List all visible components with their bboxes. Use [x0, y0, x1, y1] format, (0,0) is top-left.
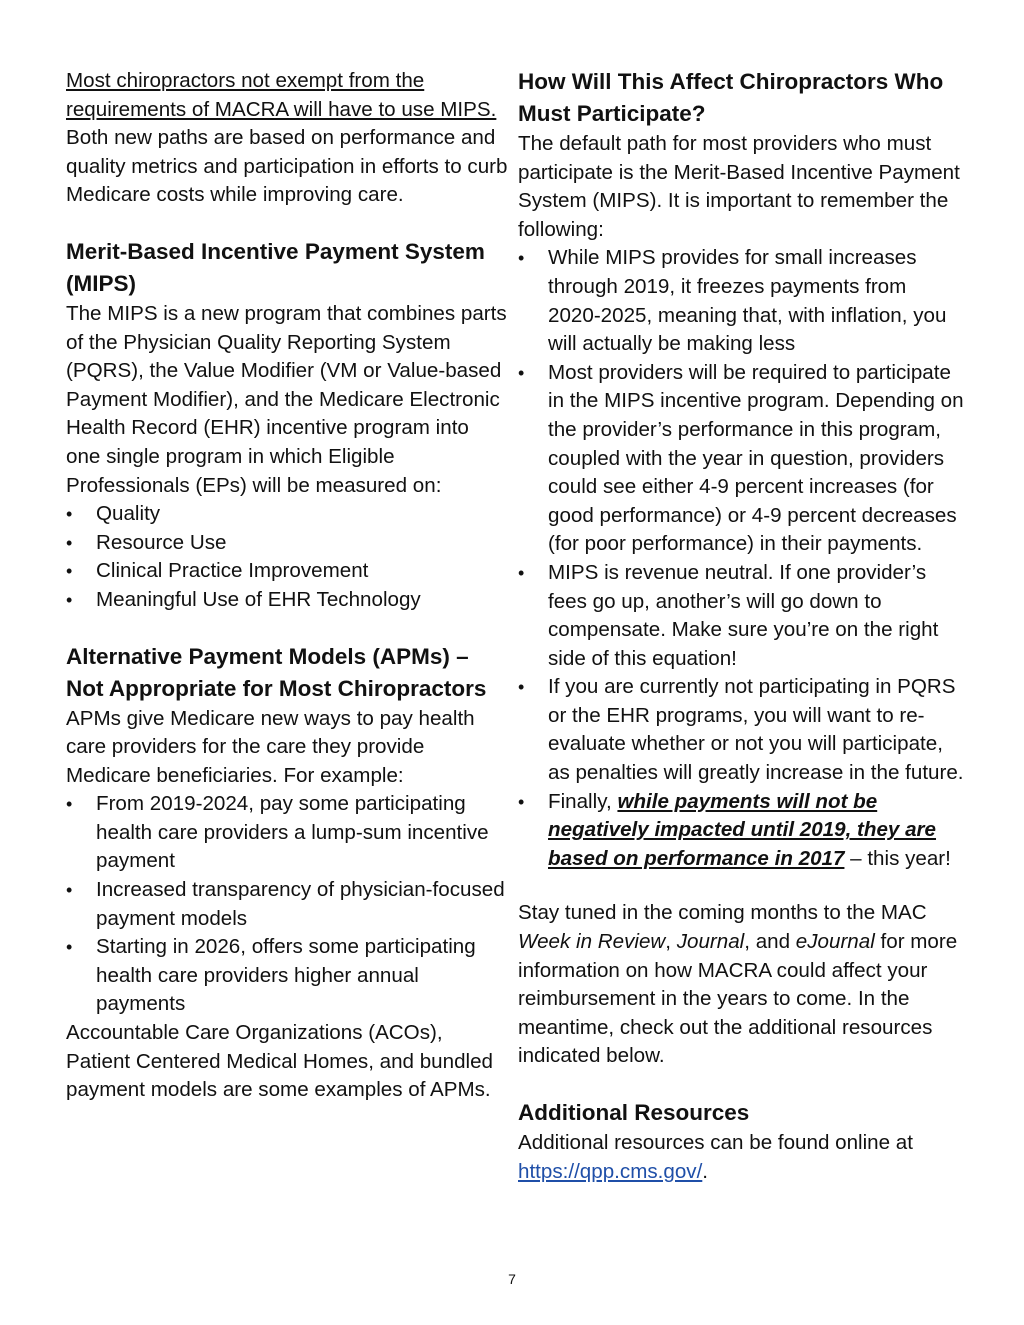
affect-list [518, 244, 964, 873]
week-in-review-title: Week in Review [518, 930, 666, 954]
separator: , [665, 930, 677, 954]
ejournal-title: eJournal [795, 930, 875, 954]
list-item: • Quality [66, 500, 508, 529]
final-tail: – this year! [844, 846, 951, 870]
stay-tuned-paragraph [518, 899, 964, 1071]
list-item: • Most providers will be required to participate in the MIPS incentive program. Depending on the provider’s performance in this program, coupled with the year in question, providers could see either 4-9 percent increases (for good performance) or 4-9 percent decreases (for poor performance) in their payments. [518, 359, 964, 559]
list-item: • MIPS is revenue neutral. If one provider’s fees go up, another’s will go down to compensate. Make sure you’re on the right side of this equation! [518, 559, 964, 673]
left-column [66, 67, 508, 1105]
intro-underlined-text: Most chiropractors not exempt from the requirements of MACRA will have to use MIPS. [66, 69, 497, 121]
list-item: • From 2019-2024, pay some participating health care providers a lump-sum incentive payment [66, 790, 508, 876]
mips-body: The MIPS is a new program that combines parts of the Physician Quality Reporting System (PQRS), the Value Modifier (VM or Value-based Payment Modifier), and the Medicare Electronic Health Record (EHR) incentive program into one single program in which Eligible Professionals (EPs) will be measured on: [66, 301, 507, 497]
list-item: • Resource Use [66, 529, 508, 558]
intro-paragraph [66, 67, 508, 210]
stay-tuned-text-end: for more information on how MACRA could affect your reimbursement in the years to come. In the meantime, check out the additional resources indicated below. [518, 930, 958, 1068]
apms-body: APMs give Medicare new ways to pay health care providers for the care they provide Medicare beneficiaries. For example: [66, 706, 475, 787]
final-emphasis: while payments will not be negatively impacted until 2019, they are based on performance in 2017 [548, 789, 937, 870]
apms-heading: Alternative Payment Models (APMs) – Not Appropriate for Most Chiropractors [66, 643, 487, 701]
list-item: • Meaningful Use of EHR Technology [66, 586, 508, 615]
resources-period: . [702, 1159, 709, 1183]
qpp-link[interactable]: https://qpp.cms.gov/ [518, 1159, 703, 1183]
resources-heading: Additional Resources [518, 1100, 750, 1125]
mips-measure-list [66, 500, 508, 614]
list-item-final [518, 788, 964, 874]
stay-tuned-text: Stay tuned in the coming months to the MAC [518, 901, 927, 925]
right-column [518, 66, 964, 1186]
apms-example-list [66, 790, 508, 1019]
journal-title: Journal [676, 930, 745, 954]
apms-closing: Accountable Care Organizations (ACOs), Patient Centered Medical Homes, and bundled payment models are some examples of APMs. [66, 1021, 494, 1102]
affect-heading: How Will This Affect Chiropractors Who Must Participate? [518, 69, 944, 126]
list-item: • Increased transparency of physician-focused payment models [66, 876, 508, 933]
list-item: • Starting in 2026, offers some participating health care providers higher annual payments [66, 933, 508, 1019]
page-number: 7 [508, 1271, 516, 1287]
list-item: • Clinical Practice Improvement [66, 557, 508, 586]
list-item: • If you are currently not participating in PQRS or the EHR programs, you will want to re-evaluate whether or not you will participate, as penalties will greatly increase in the future. [518, 673, 964, 787]
mips-heading: Merit-Based Incentive Payment System (MIPS) [66, 238, 485, 296]
affect-body: The default path for most providers who must participate is the Merit-Based Incentive Payment System (MIPS). It is important to remember the following: [518, 132, 960, 241]
list-item: • While MIPS provides for small increases through 2019, it freezes payments from 2020-2025, meaning that, with inflation, you will actually be making less [518, 244, 964, 358]
resources-body [518, 1129, 964, 1186]
intro-text: Both new paths are based on performance and quality metrics and participation in efforts to curb Medicare costs while improving care. [66, 126, 508, 207]
final-lead: Finally, [548, 789, 618, 813]
resources-text: Additional resources can be found online at [518, 1131, 913, 1154]
separator: , and [744, 930, 796, 954]
